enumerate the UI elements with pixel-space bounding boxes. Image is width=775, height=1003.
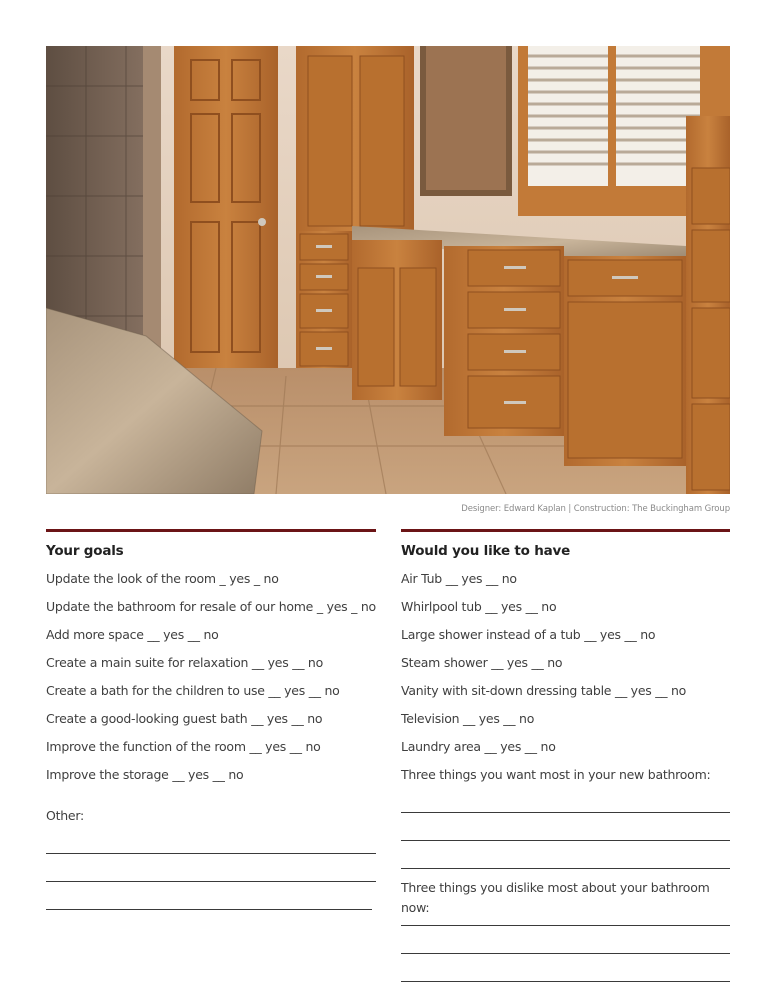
goal-item[interactable]: Create a good-looking guest bath __ yes __ no <box>46 711 323 726</box>
features-heading: Would you like to have <box>401 543 571 559</box>
feature-item[interactable]: Air Tub __ yes __ no <box>401 571 517 586</box>
goal-item[interactable]: Add more space __ yes __ no <box>46 627 219 642</box>
answer-line[interactable] <box>46 826 376 854</box>
want-most-lines <box>401 785 730 869</box>
answer-line[interactable] <box>401 813 730 841</box>
photo-credit: Designer: Edward Kaplan | Construction: The Buckingham Group <box>461 504 730 514</box>
goal-item[interactable]: Improve the function of the room __ yes __ no <box>46 739 321 754</box>
feature-item[interactable]: Large shower instead of a tub __ yes __ no <box>401 627 656 642</box>
section-divider <box>46 529 376 532</box>
answer-line[interactable] <box>401 785 730 813</box>
features-section <box>401 529 730 982</box>
want-most-prompt: Three things you want most in your new bathroom: <box>401 767 711 782</box>
other-label: Other: <box>46 808 84 823</box>
features-list <box>401 569 730 765</box>
feature-item[interactable]: Steam shower __ yes __ no <box>401 655 563 670</box>
answer-line[interactable] <box>46 854 376 882</box>
dislike-most-prompt: Three things you dislike most about your bathroom now: <box>401 880 710 915</box>
feature-item[interactable]: Vanity with sit-down dressing table __ yes __ no <box>401 683 687 698</box>
goal-item[interactable]: Improve the storage __ yes __ no <box>46 767 244 782</box>
goals-list <box>46 569 376 793</box>
goal-item[interactable]: Create a bath for the children to use __ yes __ no <box>46 683 340 698</box>
other-answer-lines <box>46 826 376 910</box>
feature-item[interactable]: Whirlpool tub __ yes __ no <box>401 599 557 614</box>
bathroom-photo <box>46 46 730 494</box>
goal-item[interactable]: Update the look of the room _ yes _ no <box>46 571 279 586</box>
answer-line[interactable] <box>401 954 730 982</box>
section-divider <box>401 529 730 532</box>
feature-item[interactable]: Television __ yes __ no <box>401 711 535 726</box>
answer-line[interactable] <box>401 898 730 926</box>
answer-line[interactable] <box>401 841 730 869</box>
goal-item[interactable]: Update the bathroom for resale of our home _ yes _ no <box>46 599 376 614</box>
goal-item[interactable]: Create a main suite for relaxation __ yes __ no <box>46 655 323 670</box>
feature-item[interactable]: Laundry area __ yes __ no <box>401 739 556 754</box>
answer-line[interactable] <box>46 882 372 910</box>
goals-heading: Your goals <box>46 543 124 559</box>
dislike-most-lines <box>401 898 730 982</box>
goals-section <box>46 529 376 910</box>
answer-line[interactable] <box>401 926 730 954</box>
